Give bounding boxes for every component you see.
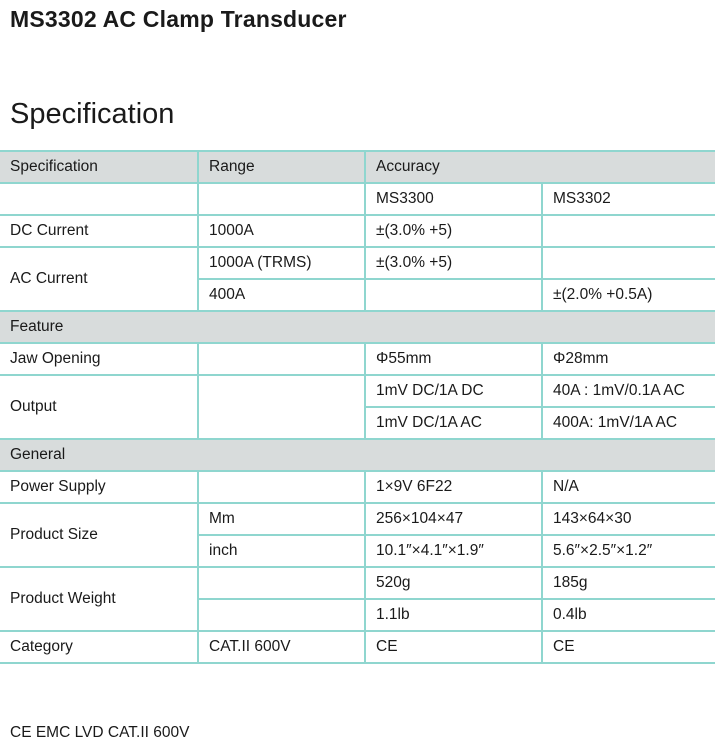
value-a: ±(3.0% +5) [365, 247, 542, 279]
table-row [0, 215, 715, 247]
value-b: 185g [542, 567, 715, 599]
value-a: 1×9V 6F22 [365, 471, 542, 503]
spec-table [0, 150, 715, 664]
row-label: Category [0, 631, 198, 663]
table-row [0, 375, 715, 407]
value-a: 10.1″×4.1″×1.9″ [365, 535, 542, 567]
value-b: CE [542, 631, 715, 663]
model-a: MS3300 [365, 183, 542, 215]
document-title: MS3302 AC Clamp Transducer [10, 6, 347, 32]
section-label: General [0, 439, 715, 471]
table-header-row [0, 151, 715, 183]
row-label: Jaw Opening [0, 343, 198, 375]
table-row [0, 503, 715, 535]
row-label: Product Weight [0, 567, 198, 631]
unit-cell: Mm [198, 503, 365, 535]
value-a: 256×104×47 [365, 503, 542, 535]
value-b: 400A: 1mV/1A AC [542, 407, 715, 439]
range-cell [198, 567, 365, 599]
value-b: Φ28mm [542, 343, 715, 375]
value-a: 1.1lb [365, 599, 542, 631]
value-b [542, 215, 715, 247]
value-b: ±(2.0% +0.5A) [542, 279, 715, 311]
section-band-feature [0, 311, 715, 343]
row-label: DC Current [0, 215, 198, 247]
empty-cell [198, 183, 365, 215]
table-row [0, 567, 715, 599]
row-label: AC Current [0, 247, 198, 311]
value-b [542, 247, 715, 279]
row-label: Output [0, 375, 198, 439]
value-a: 1mV DC/1A AC [365, 407, 542, 439]
range-cell [198, 599, 365, 631]
header-range: Range [198, 151, 365, 183]
header-specification: Specification [0, 151, 198, 183]
header-accuracy: Accuracy [365, 151, 715, 183]
range-cell: 400A [198, 279, 365, 311]
range-cell [198, 471, 365, 503]
row-label: Power Supply [0, 471, 198, 503]
value-a: ±(3.0% +5) [365, 215, 542, 247]
section-title: Specification [10, 98, 175, 130]
value-b: 5.6″×2.5″×1.2″ [542, 535, 715, 567]
value-a: 1mV DC/1A DC [365, 375, 542, 407]
value-b: 143×64×30 [542, 503, 715, 535]
row-label: Product Size [0, 503, 198, 567]
range-cell [198, 375, 365, 439]
section-band-general [0, 439, 715, 471]
value-a: 520g [365, 567, 542, 599]
value-a: CE [365, 631, 542, 663]
value-b: 0.4lb [542, 599, 715, 631]
range-cell: 1000A [198, 215, 365, 247]
value-a [365, 279, 542, 311]
model-b: MS3302 [542, 183, 715, 215]
range-cell: CAT.II 600V [198, 631, 365, 663]
table-row [0, 631, 715, 663]
table-row [0, 343, 715, 375]
value-b: N/A [542, 471, 715, 503]
table-row [0, 471, 715, 503]
table-row [0, 247, 715, 279]
value-a: Φ55mm [365, 343, 542, 375]
model-row [0, 183, 715, 215]
certification-note: CE EMC LVD CAT.II 600V [10, 724, 190, 741]
range-cell [198, 343, 365, 375]
range-cell: 1000A (TRMS) [198, 247, 365, 279]
section-label: Feature [0, 311, 715, 343]
unit-cell: inch [198, 535, 365, 567]
value-b: 40A : 1mV/0.1A AC [542, 375, 715, 407]
empty-cell [0, 183, 198, 215]
